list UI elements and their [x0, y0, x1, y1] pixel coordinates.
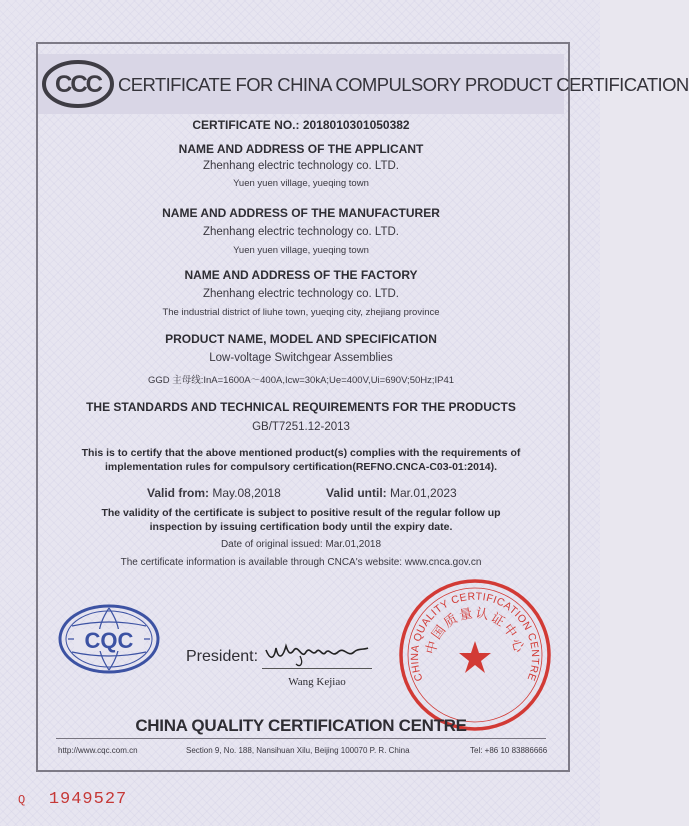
applicant-heading: NAME AND ADDRESS OF THE APPLICANT: [178, 142, 424, 156]
svg-text:CHINA QUALITY CERTIFICATION CE: CHINA QUALITY CERTIFICATION CENTRE: [408, 590, 542, 683]
footer-website: http://www.cqc.com.cn: [58, 746, 138, 755]
applicant-name: Zhenhang electric technology co. LTD.: [202, 160, 400, 172]
factory-address: The industrial district of liuhe town, yueqing city, zhejiang province: [162, 307, 440, 318]
serial-digits: 1949527: [48, 790, 128, 809]
manufacturer-name: Zhenhang electric technology co. LTD.: [202, 226, 400, 238]
factory-heading: NAME AND ADDRESS OF THE FACTORY: [184, 268, 418, 282]
serial-prefix: Q: [18, 793, 26, 807]
cqc-logo: [58, 604, 160, 674]
valid-from-date: May.08,2018: [212, 486, 281, 500]
valid-from: [147, 486, 281, 500]
certificate-title: CERTIFICATE FOR CHINA COMPULSORY PRODUCT CERTIFICATION: [118, 74, 689, 95]
standards-heading: THE STANDARDS AND TECHNICAL REQUIREMENTS FOR THE PRODUCTS: [86, 400, 516, 414]
product-heading: PRODUCT NAME, MODEL AND SPECIFICATION: [165, 332, 437, 346]
president-name: Wang Kejiao: [288, 676, 346, 688]
president-label: President:: [186, 648, 259, 665]
svg-text:CCC: CCC: [55, 71, 101, 98]
footer-rule: [56, 738, 546, 739]
product-name: Low-voltage Switchgear Assemblies: [209, 352, 393, 364]
certify-statement-line-1: This is to certify that the above mentioned product(s) complies with the requirements of: [81, 447, 521, 459]
original-issue-date: Date of original issued: Mar.01,2018: [220, 539, 382, 550]
president-signature: [260, 634, 372, 668]
valid-until-date: Mar.01,2023: [390, 486, 457, 500]
validity-statement-line-1: The validity of the certificate is subject to positive result of the regular follow up: [101, 507, 501, 519]
applicant-address: Yuen yuen village, yueqing town: [233, 178, 369, 189]
footer-telephone: Tel: +86 10 83886666: [470, 746, 548, 755]
ccc-logo: [42, 60, 114, 108]
valid-until-label: Valid until:: [326, 486, 387, 500]
manufacturer-address: Yuen yuen village, yueqing town: [233, 245, 369, 256]
svg-text:CQC: CQC: [84, 628, 134, 653]
svg-text:中国质量认证中心: 中国质量认证中心: [423, 606, 527, 656]
validity-statement-line-2: inspection by issuing certification body until the expiry date.: [149, 521, 453, 533]
footer-address: Section 9, No. 188, Nansihuan Xilu, Beijing 100070 P. R. China: [186, 746, 410, 755]
certify-statement-line-2: implementation rules for compulsory certification(REFNO.CNCA-C03-01:2014).: [104, 461, 498, 473]
cnca-website-note: The certificate information is available through CNCA's website: www.cnca.gov.cn: [120, 557, 482, 568]
certificate-number-line: [36, 118, 566, 132]
footer-title: CHINA QUALITY CERTIFICATION CENTRE: [135, 716, 467, 735]
factory-name: Zhenhang electric technology co. LTD.: [202, 288, 400, 300]
signature-line: [262, 668, 372, 669]
valid-from-label: Valid from:: [147, 486, 210, 500]
valid-until: [326, 486, 457, 500]
product-specification: GGD 主母线:InA=1600A～400A,Icw=30kA;Ue=400V,Ui=690V;50Hz;IP41: [147, 375, 455, 386]
standards-value: GB/T7251.12-2013: [252, 421, 350, 433]
manufacturer-heading: NAME AND ADDRESS OF THE MANUFACTURER: [162, 206, 440, 220]
serial-number: [18, 790, 127, 809]
certificate-number-label: CERTIFICATE NO.:: [192, 118, 300, 132]
official-seal: [395, 575, 555, 735]
certificate-number: 2018010301050382: [302, 118, 410, 132]
